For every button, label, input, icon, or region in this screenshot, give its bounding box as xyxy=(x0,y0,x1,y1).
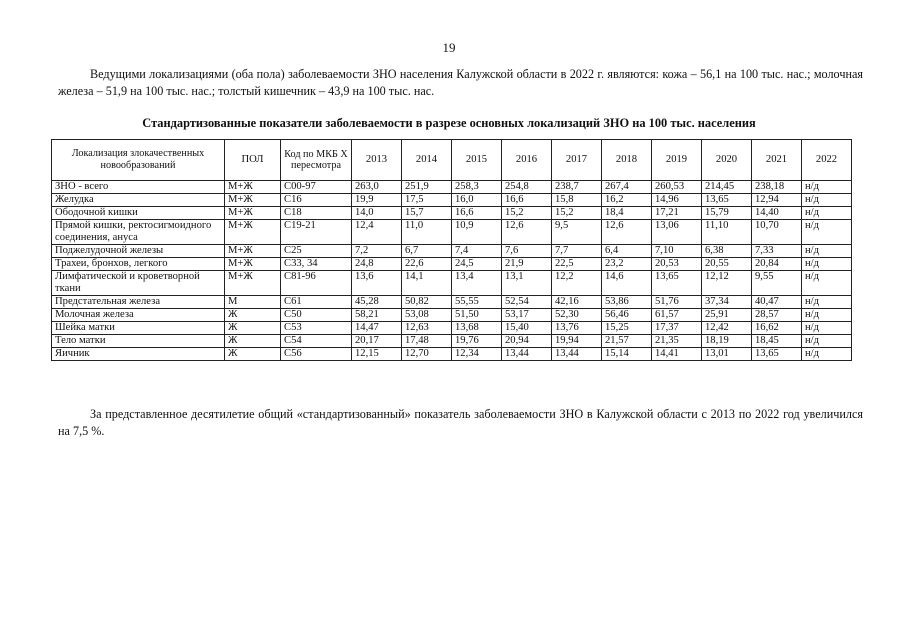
cell-value: 14,6 xyxy=(602,271,652,296)
header-year: 2021 xyxy=(752,140,802,181)
cell-value: 20,55 xyxy=(702,258,752,271)
cell-value: 12,34 xyxy=(452,348,502,361)
table-row xyxy=(52,271,852,296)
cell-value: 28,57 xyxy=(752,309,802,322)
cell-value: 15,2 xyxy=(552,207,602,220)
cell-value: 14,0 xyxy=(352,207,402,220)
cell-value: 15,2 xyxy=(502,207,552,220)
cell-value: 251,9 xyxy=(402,181,452,194)
cell-value: 56,46 xyxy=(602,309,652,322)
cell-value: 12,2 xyxy=(552,271,602,296)
cell-code: С33, 34 xyxy=(281,258,352,271)
cell-value: 15,14 xyxy=(602,348,652,361)
cell-value: 21,57 xyxy=(602,335,652,348)
cell-value: 22,6 xyxy=(402,258,452,271)
cell-value: 37,34 xyxy=(702,296,752,309)
cell-value: 19,76 xyxy=(452,335,502,348)
cell-value: 13,4 xyxy=(452,271,502,296)
cell-value: 24,8 xyxy=(352,258,402,271)
cell-code: С16 xyxy=(281,194,352,207)
cell-value: 11,10 xyxy=(702,220,752,245)
cell-value: 14,47 xyxy=(352,322,402,335)
cell-value: 13,1 xyxy=(502,271,552,296)
cell-value: 52,30 xyxy=(552,309,602,322)
cell-value: 13,65 xyxy=(652,271,702,296)
intro-paragraph: Ведущими локализациями (оба пола) заболеваемости ЗНО населения Калужской области в 2022 г. являются: кожа – 56,1 на 100 тыс. нас.; молочная железа – 51,9 на 100 тыс. нас.; толстый кишечник – 43,9 на 100 тыс. нас. xyxy=(58,67,863,98)
cell-value: 15,25 xyxy=(602,322,652,335)
cell-value: н/д xyxy=(802,296,852,309)
table-row xyxy=(52,194,852,207)
table-row xyxy=(52,207,852,220)
cell-location: Яичник xyxy=(52,348,225,361)
cell-value: 7,10 xyxy=(652,245,702,258)
cell-sex: М+Ж xyxy=(225,258,281,271)
cell-sex: Ж xyxy=(225,348,281,361)
cell-value: 13,01 xyxy=(702,348,752,361)
cell-value: 11,0 xyxy=(402,220,452,245)
cell-value: 17,5 xyxy=(402,194,452,207)
cell-value: н/д xyxy=(802,258,852,271)
table-title: Стандартизованные показатели заболеваемости в разрезе основных локализаций ЗНО на 100 тыс. населения xyxy=(142,116,756,130)
cell-value: 9,5 xyxy=(552,220,602,245)
cell-value: 17,21 xyxy=(652,207,702,220)
cell-location: Лимфатической и кроветворной ткани xyxy=(52,271,225,296)
cell-location: Ободочной кишки xyxy=(52,207,225,220)
cell-value: 14,1 xyxy=(402,271,452,296)
cell-value: 25,91 xyxy=(702,309,752,322)
cell-value: 53,86 xyxy=(602,296,652,309)
cell-value: н/д xyxy=(802,309,852,322)
cell-value: 22,5 xyxy=(552,258,602,271)
cell-sex: М+Ж xyxy=(225,245,281,258)
cell-value: н/д xyxy=(802,194,852,207)
cell-value: 16,62 xyxy=(752,322,802,335)
cell-value: 23,2 xyxy=(602,258,652,271)
cell-sex: М+Ж xyxy=(225,194,281,207)
cell-value: 15,7 xyxy=(402,207,452,220)
cell-value: 13,68 xyxy=(452,322,502,335)
cell-value: 42,16 xyxy=(552,296,602,309)
cell-sex: М+Ж xyxy=(225,207,281,220)
cell-value: 7,2 xyxy=(352,245,402,258)
cell-value: 9,55 xyxy=(752,271,802,296)
cell-location: Предстательная железа xyxy=(52,296,225,309)
header-location: Локализация злокачественных новообразований xyxy=(52,140,225,181)
table-row xyxy=(52,245,852,258)
cell-value: 7,4 xyxy=(452,245,502,258)
header-year: 2016 xyxy=(502,140,552,181)
cell-value: 238,7 xyxy=(552,181,602,194)
cell-value: 13,44 xyxy=(552,348,602,361)
table-row xyxy=(52,335,852,348)
cell-value: 10,70 xyxy=(752,220,802,245)
cell-value: 20,17 xyxy=(352,335,402,348)
cell-value: н/д xyxy=(802,220,852,245)
cell-location: Прямой кишки, ректосигмоидного соединения, ануса xyxy=(52,220,225,245)
cell-value: 16,6 xyxy=(452,207,502,220)
table-header-row xyxy=(52,140,852,181)
cell-value: 18,19 xyxy=(702,335,752,348)
cell-value: 14,40 xyxy=(752,207,802,220)
table-body xyxy=(52,181,852,361)
cell-location: Трахеи, бронхов, легкого xyxy=(52,258,225,271)
cell-value: 12,94 xyxy=(752,194,802,207)
cell-value: 20,53 xyxy=(652,258,702,271)
table-row xyxy=(52,309,852,322)
cell-value: 6,4 xyxy=(602,245,652,258)
header-year: 2019 xyxy=(652,140,702,181)
cell-code: С53 xyxy=(281,322,352,335)
table-row xyxy=(52,348,852,361)
cell-value: 55,55 xyxy=(452,296,502,309)
header-year: 2014 xyxy=(402,140,452,181)
cell-value: 58,21 xyxy=(352,309,402,322)
cell-value: 10,9 xyxy=(452,220,502,245)
header-year: 2013 xyxy=(352,140,402,181)
cell-sex: Ж xyxy=(225,322,281,335)
cell-value: 14,96 xyxy=(652,194,702,207)
cell-code: С18 xyxy=(281,207,352,220)
cell-location: Тело матки xyxy=(52,335,225,348)
cell-value: 7,6 xyxy=(502,245,552,258)
cell-value: 52,54 xyxy=(502,296,552,309)
cell-value: 6,7 xyxy=(402,245,452,258)
cell-value: 7,33 xyxy=(752,245,802,258)
cell-location: Молочная железа xyxy=(52,309,225,322)
table-row xyxy=(52,258,852,271)
cell-value: 14,41 xyxy=(652,348,702,361)
cell-code: С56 xyxy=(281,348,352,361)
cell-sex: М+Ж xyxy=(225,220,281,245)
page-number: 19 xyxy=(442,40,456,55)
cell-value: 21,9 xyxy=(502,258,552,271)
cell-value: 12,6 xyxy=(502,220,552,245)
cell-sex: М+Ж xyxy=(225,271,281,296)
cell-value: 12,63 xyxy=(402,322,452,335)
cell-value: 260,53 xyxy=(652,181,702,194)
cell-value: н/д xyxy=(802,335,852,348)
cell-code: С00-97 xyxy=(281,181,352,194)
header-sex: ПОЛ xyxy=(225,140,281,181)
cell-value: 12,4 xyxy=(352,220,402,245)
cell-value: 13,44 xyxy=(502,348,552,361)
cell-value: 12,15 xyxy=(352,348,402,361)
cell-code: С50 xyxy=(281,309,352,322)
cell-value: 61,57 xyxy=(652,309,702,322)
cell-value: 24,5 xyxy=(452,258,502,271)
cell-value: 6,38 xyxy=(702,245,752,258)
cell-value: 15,40 xyxy=(502,322,552,335)
cell-sex: Ж xyxy=(225,335,281,348)
header-code: Код по МКБ X пересмотра xyxy=(281,140,352,181)
cell-value: н/д xyxy=(802,348,852,361)
cell-value: 17,37 xyxy=(652,322,702,335)
incidence-table xyxy=(51,139,852,361)
cell-location: Шейка матки xyxy=(52,322,225,335)
header-year: 2017 xyxy=(552,140,602,181)
cell-value: 16,6 xyxy=(502,194,552,207)
cell-value: 13,65 xyxy=(752,348,802,361)
cell-value: 15,8 xyxy=(552,194,602,207)
cell-value: 18,45 xyxy=(752,335,802,348)
cell-code: С81-96 xyxy=(281,271,352,296)
cell-value: 263,0 xyxy=(352,181,402,194)
cell-value: 267,4 xyxy=(602,181,652,194)
cell-location: Желудка xyxy=(52,194,225,207)
header-year: 2020 xyxy=(702,140,752,181)
conclusion-paragraph: За представленное десятилетие общий «стандартизованный» показатель заболеваемости ЗНО в Калужской области с 2013 по 2022 год увеличился на 7,5 %. xyxy=(58,407,863,438)
cell-value: 13,65 xyxy=(702,194,752,207)
table-row xyxy=(52,181,852,194)
cell-sex: М+Ж xyxy=(225,181,281,194)
header-year: 2022 xyxy=(802,140,852,181)
cell-value: 17,48 xyxy=(402,335,452,348)
cell-code: С19-21 xyxy=(281,220,352,245)
cell-value: 16,0 xyxy=(452,194,502,207)
cell-value: 13,6 xyxy=(352,271,402,296)
table-row xyxy=(52,322,852,335)
cell-value: 51,50 xyxy=(452,309,502,322)
cell-value: 12,6 xyxy=(602,220,652,245)
cell-value: 13,76 xyxy=(552,322,602,335)
cell-value: 12,12 xyxy=(702,271,752,296)
cell-value: 21,35 xyxy=(652,335,702,348)
cell-sex: Ж xyxy=(225,309,281,322)
cell-value: 214,45 xyxy=(702,181,752,194)
cell-value: 15,79 xyxy=(702,207,752,220)
cell-value: 53,08 xyxy=(402,309,452,322)
table-row xyxy=(52,296,852,309)
cell-value: н/д xyxy=(802,271,852,296)
cell-value: 45,28 xyxy=(352,296,402,309)
cell-value: 20,94 xyxy=(502,335,552,348)
cell-value: 7,7 xyxy=(552,245,602,258)
cell-value: 53,17 xyxy=(502,309,552,322)
cell-value: 258,3 xyxy=(452,181,502,194)
cell-location: Поджелудочной железы xyxy=(52,245,225,258)
cell-value: 50,82 xyxy=(402,296,452,309)
cell-value: 12,42 xyxy=(702,322,752,335)
cell-location: ЗНО - всего xyxy=(52,181,225,194)
cell-value: 19,94 xyxy=(552,335,602,348)
table-row xyxy=(52,220,852,245)
cell-value: 19,9 xyxy=(352,194,402,207)
cell-value: н/д xyxy=(802,245,852,258)
cell-value: 40,47 xyxy=(752,296,802,309)
header-year: 2015 xyxy=(452,140,502,181)
cell-value: 16,2 xyxy=(602,194,652,207)
cell-value: 18,4 xyxy=(602,207,652,220)
cell-value: н/д xyxy=(802,322,852,335)
cell-value: 12,70 xyxy=(402,348,452,361)
cell-value: н/д xyxy=(802,207,852,220)
cell-value: 238,18 xyxy=(752,181,802,194)
cell-value: 20,84 xyxy=(752,258,802,271)
cell-value: 13,06 xyxy=(652,220,702,245)
cell-value: 254,8 xyxy=(502,181,552,194)
cell-code: С25 xyxy=(281,245,352,258)
cell-code: С61 xyxy=(281,296,352,309)
cell-value: 51,76 xyxy=(652,296,702,309)
cell-value: н/д xyxy=(802,181,852,194)
cell-sex: М xyxy=(225,296,281,309)
header-year: 2018 xyxy=(602,140,652,181)
cell-code: С54 xyxy=(281,335,352,348)
